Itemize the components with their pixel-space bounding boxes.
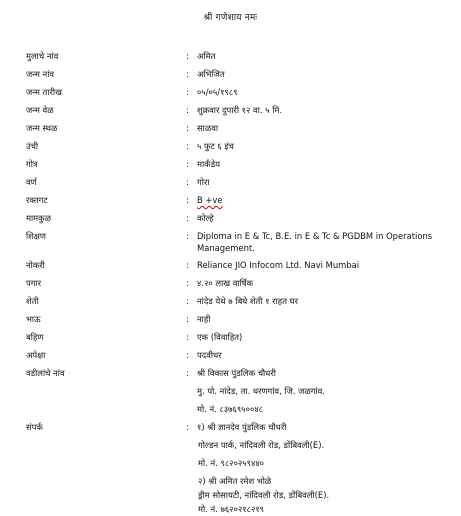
father-mobile: मो. नं. ८३७६९५००४८ <box>197 404 264 414</box>
detail-label: उंची <box>26 141 39 151</box>
detail-colon: : <box>186 87 189 97</box>
contact-label: संपर्क <box>26 422 43 432</box>
detail-colon: : <box>186 69 189 79</box>
detail-label: भाऊ <box>26 314 41 324</box>
detail-value: नांदेड येथे ७ बिघे शेती १ राहत घर <box>197 296 299 306</box>
detail-label: जन्म तारीख <box>26 87 62 97</box>
detail-label: वर्ण <box>26 177 37 187</box>
detail-colon: : <box>186 314 189 324</box>
contact-person2-mobile: मो. नं. ७६२०२१८२१९ <box>198 504 265 514</box>
page-heading: श्री गणेशाय नमः <box>203 13 258 23</box>
detail-value: एक (विवाहित) <box>197 332 243 342</box>
detail-label: गोत्र <box>26 159 38 169</box>
contact-person2-address: ड्रीम सोसायटी, नांदिवली रोड, डोंबिवली(E). <box>198 490 330 500</box>
contact-person1-mobile: मो. नं. ९८२०२५९४४० <box>198 458 265 468</box>
detail-value: Diploma in E & Tc, B.E. in E & Tc & PGDBM in Operations Management. <box>197 231 433 253</box>
detail-label: मामकुळ <box>26 213 51 223</box>
detail-value: B +ve <box>197 195 223 205</box>
detail-colon: : <box>186 368 189 378</box>
detail-label: शेती <box>26 296 39 306</box>
detail-colon: : <box>186 231 189 241</box>
detail-label: पगार <box>26 278 42 288</box>
detail-label: जन्म नांव <box>26 69 55 79</box>
detail-value: साळवा <box>197 123 219 133</box>
contact-person1-name: १) श्री ज्ञानदेव पुंडलिक चौधरी <box>197 422 287 432</box>
detail-value: ०५/०५/१९८९ <box>197 87 238 97</box>
detail-label: रक्तगट <box>26 195 48 205</box>
detail-colon: : <box>186 159 189 169</box>
detail-value: शुक्रवार दुपारी १२ वा. ५ मि. <box>197 105 283 115</box>
detail-colon: : <box>186 350 189 360</box>
detail-value: ५ फुट ६ इंच <box>197 141 234 151</box>
detail-label: मुलाचे नांव <box>26 51 59 61</box>
detail-value: कोल्हे <box>197 213 214 223</box>
father-name: श्री विकास पुंडलिक चौधरी <box>197 368 276 378</box>
detail-colon: : <box>186 195 189 205</box>
detail-value: पदवीधर <box>197 350 222 360</box>
detail-label: नोकरी <box>26 260 45 270</box>
detail-label: शिक्षण <box>26 231 46 241</box>
detail-value: गोरा <box>197 177 210 187</box>
detail-colon: : <box>186 422 189 432</box>
detail-label: जन्म वेळ <box>26 105 54 115</box>
detail-value: ४.२० लाख वार्षिक <box>197 278 254 288</box>
detail-value: अभिजित <box>197 69 225 79</box>
detail-colon: : <box>186 260 189 270</box>
detail-colon: : <box>186 296 189 306</box>
detail-label: अपेक्षा <box>26 350 46 360</box>
detail-colon: : <box>186 278 189 288</box>
father-label: वडीलांचे नांव <box>26 368 65 378</box>
father-address: मु. पो. नांदेड, ता. धरणगांव, जि. जळगांव. <box>197 386 325 396</box>
detail-colon: : <box>186 123 189 133</box>
detail-value: मार्कंडेय <box>197 159 220 169</box>
detail-value: नाही <box>197 314 211 324</box>
contact-person1-address: गोल्डन पार्क, नांदिवली रोड, डोंबिवली(E). <box>198 440 325 450</box>
detail-label: जन्म स्थळ <box>26 123 58 133</box>
detail-colon: : <box>186 105 189 115</box>
contact-person2-name: २) श्री अमित रमेश भोळे <box>198 476 272 486</box>
detail-colon: : <box>186 332 189 342</box>
detail-colon: : <box>186 177 189 187</box>
detail-colon: : <box>186 213 189 223</box>
detail-colon: : <box>186 51 189 61</box>
detail-value: अमित <box>197 51 216 61</box>
detail-value: Reliance JIO Infocom Ltd. Navi Mumbai <box>197 260 360 270</box>
detail-colon: : <box>186 141 189 151</box>
detail-label: बहिण <box>26 332 44 342</box>
